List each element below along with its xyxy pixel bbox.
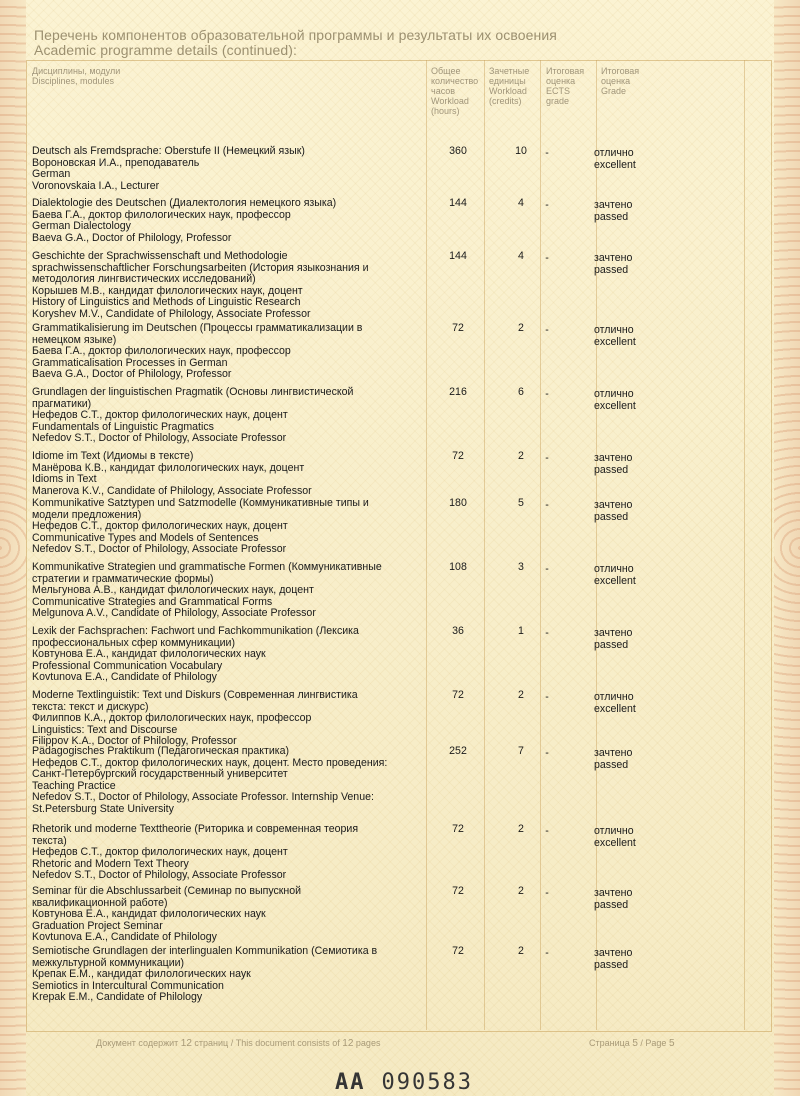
credits-value: 4 (518, 197, 524, 209)
hours-value: 108 (449, 561, 467, 573)
discipline-description (32, 498, 430, 556)
credits-value: 4 (518, 250, 524, 262)
title-russian: Перечень компонентов образовательной программы и результаты их освоения (34, 27, 557, 43)
discipline-line: текста: текст и дискурс) (32, 700, 149, 713)
document-serial-number (335, 1070, 473, 1095)
final-grade (594, 692, 694, 715)
discipline-description (32, 824, 430, 882)
header-hours: Общее количество часов Workload (hours) (431, 66, 479, 116)
final-grade (594, 148, 694, 171)
ects-grade-value: - (545, 147, 549, 159)
credits-value: 2 (518, 450, 524, 462)
discipline-line: Communicative Strategies and Grammatical Forms (32, 595, 273, 608)
discipline-line: St.Petersburg State University (32, 802, 174, 815)
credits-value: 2 (518, 689, 524, 701)
grade-line: зачтено (594, 452, 633, 464)
grade-line: отлично (594, 691, 634, 703)
hours-value: 252 (449, 745, 467, 757)
discipline-line: немецком языке) (32, 333, 117, 346)
grade-line: зачтено (594, 199, 633, 211)
credits-value: 6 (518, 386, 524, 398)
discipline-line: Idiome im Text (Идиомы в тексте) (32, 450, 194, 462)
grade-line: passed (594, 638, 629, 651)
discipline-line: Манёрова К.В., кандидат филологических наук, доцент (32, 461, 305, 474)
hours-value: 216 (449, 386, 467, 398)
grade-line: passed (594, 958, 629, 971)
grade-line: passed (594, 463, 629, 476)
discipline-line: Melgunova A.V., Candidate of Philology, Associate Professor (32, 607, 316, 620)
discipline-line: Pädagogisches Praktikum (Педагогическая практика) (32, 745, 290, 757)
discipline-description (32, 451, 430, 497)
grade-line: passed (594, 263, 629, 276)
discipline-line: Seminar für die Abschlussarbeit (Семинар по выпускной (32, 885, 302, 897)
discipline-line: Baeva G.A., Doctor of Philology, Professor (32, 231, 232, 244)
ects-grade-value: - (545, 747, 549, 759)
discipline-line: Nefedov S.T., Doctor of Philology, Associate Professor (32, 432, 287, 445)
discipline-description (32, 323, 430, 381)
credits-value: 2 (518, 322, 524, 334)
ornamental-border-right (774, 0, 800, 1096)
hours-value: 72 (452, 450, 464, 462)
ornamental-border-left (0, 0, 26, 1096)
discipline-line: Deutsch als Fremdsprache: Oberstufe II (Немецкий язык) (32, 145, 305, 157)
discipline-description (32, 198, 430, 244)
hours-value: 72 (452, 322, 464, 334)
header-grade: Итоговая оценка Grade (601, 66, 640, 96)
discipline-line: Ковтунова Е.А., кандидат филологических наук (32, 908, 266, 921)
discipline-line: методология лингвистических исследований) (32, 273, 256, 286)
discipline-line: модели предложения) (32, 508, 142, 521)
discipline-description (32, 886, 430, 944)
discipline-line: Nefedov S.T., Doctor of Philology, Associate Professor (32, 543, 287, 556)
discipline-line: квалификационной работе) (32, 896, 168, 909)
discipline-line: Baeva G.A., Doctor of Philology, Professor (32, 368, 232, 381)
header-ects-grade: Итоговая оценка ECTS grade (546, 66, 585, 106)
final-grade (594, 200, 694, 223)
hours-value: 36 (452, 625, 464, 637)
discipline-line: Kommunikative Satztypen und Satzmodelle (Коммуникативные типы и (32, 497, 369, 509)
final-grade (594, 500, 694, 523)
discipline-description (32, 562, 430, 620)
discipline-line: Rhetorik und moderne Texttheorie (Риторика и современная теория (32, 823, 359, 835)
discipline-line: Idioms in Text (32, 473, 97, 486)
title-english: Academic programme details (continued): (34, 42, 298, 58)
discipline-line: стратегии и грамматические формы) (32, 572, 214, 585)
ects-grade-value: - (545, 825, 549, 837)
discipline-line: Koryshev M.V., Candidate of Philology, Associate Professor (32, 307, 311, 320)
credits-value: 2 (518, 823, 524, 835)
discipline-line: Professional Communication Vocabulary (32, 659, 223, 672)
discipline-line: Moderne Textlinguistik: Text und Diskurs (Современная лингвистика (32, 689, 358, 701)
column-divider (744, 60, 745, 1030)
grade-line: excellent (594, 836, 636, 849)
hours-value: 72 (452, 689, 464, 701)
hours-value: 72 (452, 945, 464, 957)
final-grade (594, 628, 694, 651)
ects-grade-value: - (545, 627, 549, 639)
discipline-line: Крепак Е.М., кандидат филологических наук (32, 968, 251, 981)
final-grade (594, 826, 694, 849)
discipline-line: Teaching Practice (32, 779, 116, 792)
grade-line: excellent (594, 574, 636, 587)
final-grade (594, 389, 694, 412)
final-grade (594, 325, 694, 348)
discipline-line: Rhetoric and Modern Text Theory (32, 857, 189, 870)
discipline-line: Linguistics: Text and Discourse (32, 723, 178, 736)
page-title (34, 28, 557, 58)
ects-grade-value: - (545, 324, 549, 336)
discipline-line: Нефедов С.Т., доктор филологических наук, доцент. Место проведения: (32, 756, 388, 769)
discipline-line: Корышев М.В., кандидат филологических наук, доцент (32, 284, 303, 297)
discipline-description (32, 946, 430, 1004)
discipline-description (32, 626, 430, 684)
discipline-line: Manerova K.V., Candidate of Philology, Associate Professor (32, 484, 312, 497)
ects-grade-value: - (545, 388, 549, 400)
grade-line: passed (594, 510, 629, 523)
hours-value: 72 (452, 823, 464, 835)
credits-value: 2 (518, 885, 524, 897)
discipline-line: Grundlagen der linguistischen Pragmatik (Основы лингвистической (32, 386, 354, 398)
discipline-line: German Dialectology (32, 220, 131, 233)
discipline-line: Нефедов С.Т., доктор филологических наук, доцент (32, 846, 288, 859)
discipline-line: Ковтунова Е.А., кандидат филологических наук (32, 648, 266, 661)
discipline-line: Semiotics in Intercultural Communication (32, 979, 224, 992)
discipline-line: Filippov K.A., Doctor of Philology, Professor (32, 735, 237, 748)
discipline-line: Санкт-Петербургский государственный университет (32, 768, 288, 781)
discipline-line: Graduation Project Seminar (32, 919, 163, 932)
grade-line: зачтено (594, 747, 633, 759)
grade-line: excellent (594, 399, 636, 412)
discipline-line: Grammaticalisation Processes in German (32, 356, 228, 369)
grade-line: отлично (594, 388, 634, 400)
discipline-line: History of Linguistics and Methods of Linguistic Research (32, 296, 301, 309)
discipline-line: Nefedov S.T., Doctor of Philology, Associate Professor. Internship Venue: (32, 791, 374, 804)
grade-line: excellent (594, 702, 636, 715)
discipline-line: Баева Г.А., доктор филологических наук, профессор (32, 208, 291, 221)
grade-line: зачтено (594, 627, 633, 639)
page-number: Страница 5 / Page 5 (589, 1038, 675, 1049)
credits-value: 10 (515, 145, 527, 157)
discipline-description (32, 746, 430, 816)
grade-line: excellent (594, 158, 636, 171)
discipline-line: межкультурной коммуникации) (32, 956, 185, 969)
final-grade (594, 564, 694, 587)
discipline-line: профессиональных сфер коммуникации) (32, 636, 236, 649)
discipline-description (32, 251, 430, 321)
credits-value: 2 (518, 945, 524, 957)
final-grade (594, 948, 694, 971)
serial-number: 090583 (381, 1070, 473, 1095)
discipline-line: Kommunikative Strategien und grammatische Formen (Коммуникативные (32, 561, 382, 573)
grade-line: зачтено (594, 499, 633, 511)
credits-value: 7 (518, 745, 524, 757)
page-count-note: Документ содержит 12 страниц / This document consists of 12 pages (96, 1038, 381, 1049)
credits-value: 5 (518, 497, 524, 509)
hours-value: 144 (449, 250, 467, 262)
grade-line: passed (594, 210, 629, 223)
final-grade (594, 453, 694, 476)
hours-value: 360 (449, 145, 467, 157)
discipline-line: текста) (32, 834, 67, 847)
discipline-line: German (32, 168, 71, 181)
grade-line: excellent (594, 335, 636, 348)
ects-grade-value: - (545, 199, 549, 211)
discipline-line: Мельгунова А.В., кандидат филологических наук, доцент (32, 584, 314, 597)
discipline-description (32, 387, 430, 445)
discipline-line: Kovtunova E.A., Candidate of Philology (32, 931, 217, 944)
discipline-line: Voronovskaia I.A., Lecturer (32, 179, 160, 192)
ects-grade-value: - (545, 452, 549, 464)
discipline-line: Филиппов К.А., доктор филологических наук, профессор (32, 712, 312, 725)
ects-grade-value: - (545, 887, 549, 899)
discipline-line: прагматики) (32, 397, 92, 410)
discipline-line: Вороновская И.А., преподаватель (32, 156, 200, 169)
discipline-line: Lexik der Fachsprachen: Fachwort und Fachkommunikation (Лексика (32, 625, 359, 637)
credits-value: 1 (518, 625, 524, 637)
hours-value: 72 (452, 885, 464, 897)
grade-line: отлично (594, 147, 634, 159)
grade-line: зачтено (594, 252, 633, 264)
discipline-description (32, 146, 430, 192)
discipline-line: Semiotische Grundlagen der interlingualen Kommunikation (Семиотика в (32, 945, 378, 957)
discipline-line: Geschichte der Sprachwissenschaft und Methodologie (32, 250, 288, 262)
discipline-line: Нефедов С.Т., доктор филологических наук, доцент (32, 409, 288, 422)
ects-grade-value: - (545, 499, 549, 511)
hours-value: 180 (449, 497, 467, 509)
ects-grade-value: - (545, 947, 549, 959)
serial-series: АА (335, 1070, 366, 1095)
discipline-line: Krepak E.M., Candidate of Philology (32, 991, 203, 1004)
header-disciplines: Дисциплины, модули Disciplines, modules (32, 66, 121, 86)
discipline-line: Nefedov S.T., Doctor of Philology, Associate Professor (32, 869, 287, 882)
grade-line: зачтено (594, 887, 633, 899)
discipline-line: Grammatikalisierung im Deutschen (Процессы грамматикализации в (32, 322, 363, 334)
discipline-line: Нефедов С.Т., доктор филологических наук, доцент (32, 520, 288, 533)
final-grade (594, 888, 694, 911)
final-grade (594, 253, 694, 276)
discipline-description (32, 690, 430, 748)
header-credits: Зачетные единицы Workload (credits) (489, 66, 530, 106)
ects-grade-value: - (545, 563, 549, 575)
discipline-line: Dialektologie des Deutschen (Диалектология немецкого языка) (32, 197, 337, 209)
grade-line: passed (594, 898, 629, 911)
grade-line: зачтено (594, 947, 633, 959)
discipline-line: sprachwissenschaftlicher Forschungsarbeiten (История языкознания и (32, 261, 369, 274)
discipline-line: Баева Г.А., доктор филологических наук, профессор (32, 345, 291, 358)
ects-grade-value: - (545, 691, 549, 703)
grade-line: отлично (594, 324, 634, 336)
ects-grade-value: - (545, 252, 549, 264)
grade-line: отлично (594, 563, 634, 575)
discipline-line: Communicative Types and Models of Sentences (32, 531, 259, 544)
discipline-line: Fundamentals of Linguistic Pragmatics (32, 420, 214, 433)
discipline-line: Kovtunova E.A., Candidate of Philology (32, 671, 217, 684)
grade-line: отлично (594, 825, 634, 837)
grade-line: passed (594, 758, 629, 771)
credits-value: 3 (518, 561, 524, 573)
final-grade (594, 748, 694, 771)
hours-value: 144 (449, 197, 467, 209)
